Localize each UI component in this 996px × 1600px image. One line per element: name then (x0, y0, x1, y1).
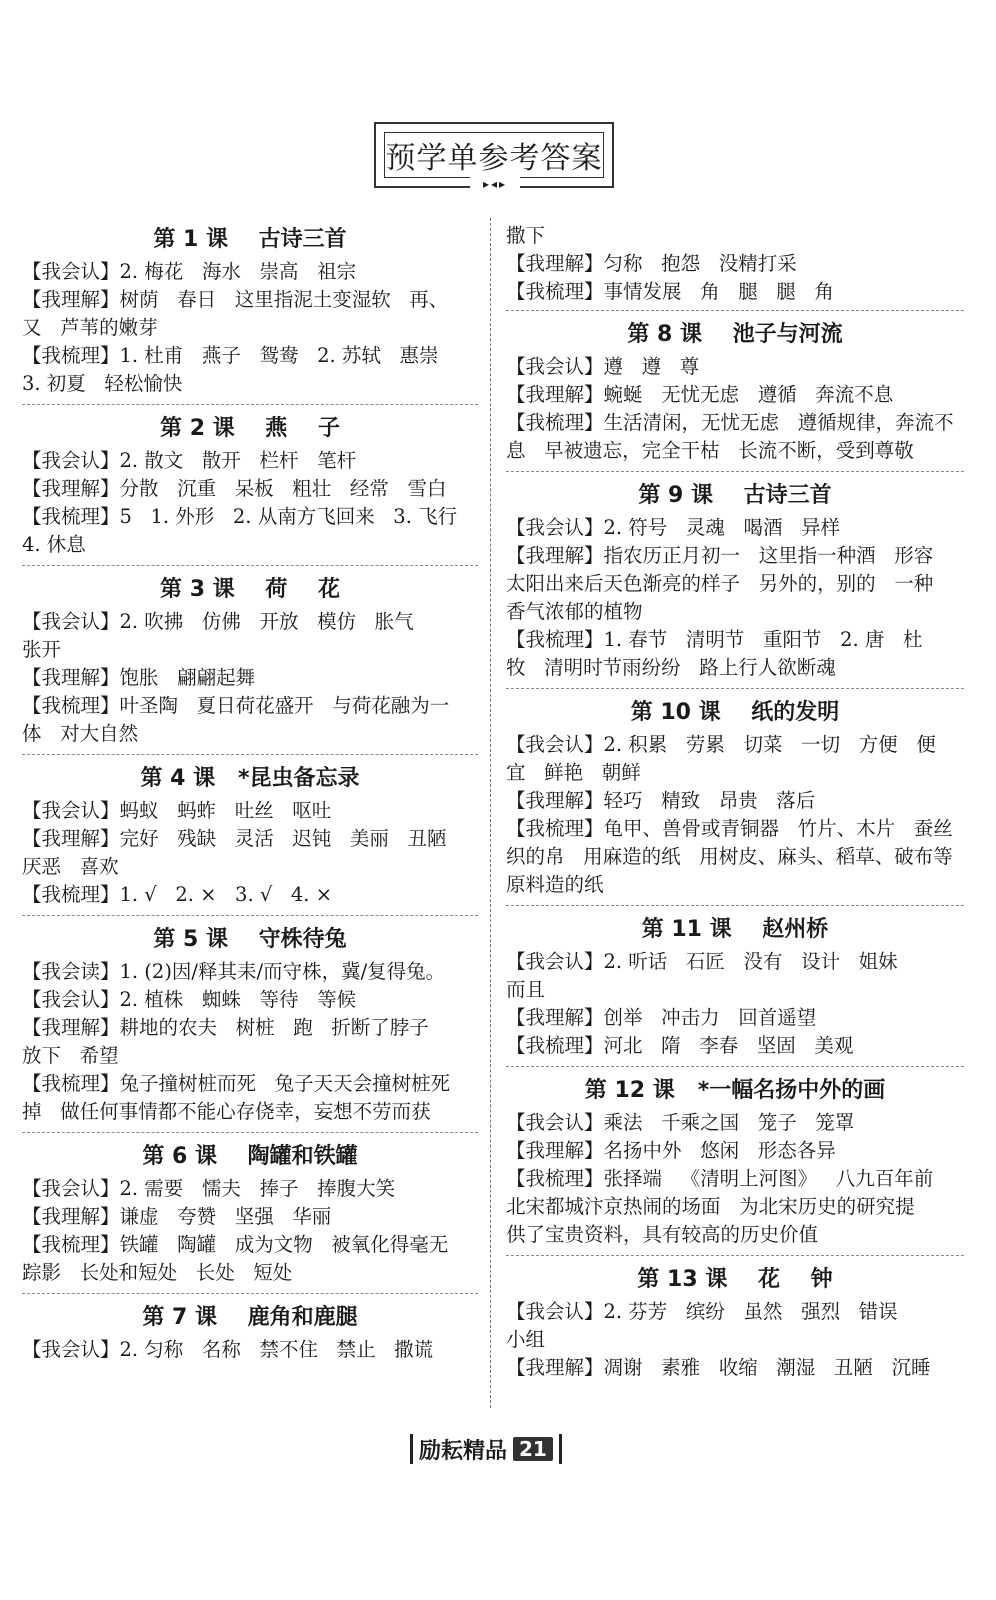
answer-line: 【我理解】饱胀 翩翩起舞 (22, 666, 256, 689)
answer-line: 【我理解】名扬中外 悠闲 形态各异 (506, 1139, 836, 1162)
answer-line: 宜 鲜艳 朝鲜 (506, 761, 641, 784)
answer-line: 息 早被遗忘，完全干枯 长流不断，受到尊敬 (506, 439, 914, 462)
lesson-section (22, 411, 478, 559)
section-separator (506, 310, 964, 311)
answer-line: 香气浓郁的植物 (506, 600, 643, 623)
section-separator (22, 915, 478, 916)
lesson-title: 第 7 课 鹿角和鹿腿 (142, 1305, 358, 1330)
answer-line: 【我梳理】1. √ 2. × 3. √ 4. × (22, 883, 333, 906)
answer-line: 【我理解】指农历正月初一 这里指一种酒 形容 (506, 544, 934, 567)
lesson-section (22, 222, 478, 398)
answer-line: 【我理解】蜿蜒 无忧无虑 遵循 奔流不息 (506, 383, 894, 406)
section-separator (506, 1255, 964, 1256)
answer-line: 掉 做任何事情都不能心存侥幸，妄想不劳而获 (22, 1100, 431, 1123)
page-title: 预学单参考答案 (384, 132, 604, 178)
answer-line: 【我梳理】叶圣陶 夏日荷花盛开 与荷花融为一 (22, 694, 450, 717)
answer-line: 又 芦苇的嫩芽 (22, 316, 158, 339)
lesson-section (506, 317, 964, 465)
answer-line: 4. 休息 (22, 533, 86, 556)
answer-line: 太阳出来后天色渐亮的样子 另外的，别的 一种 (506, 572, 934, 595)
answer-line: 而且 (506, 978, 546, 1001)
answer-line: 【我会认】蚂蚁 蚂蚱 吐丝 呕吐 (22, 799, 332, 822)
lesson-section (506, 912, 964, 1060)
lesson-title: 第 6 课 陶罐和铁罐 (142, 1144, 358, 1169)
answer-line: 【我会认】2. 积累 劳累 切菜 一切 方便 便 (506, 733, 936, 756)
answer-line: 【我会认】乘法 千乘之国 笼子 笼罩 (506, 1111, 855, 1134)
answer-line: 3. 初夏 轻松愉快 (22, 372, 183, 395)
answer-line: 供了宝贵资料，具有较高的历史价值 (506, 1223, 819, 1246)
answer-line: 张开 (22, 638, 62, 661)
answer-line: 【我梳理】铁罐 陶罐 成为文物 被氧化得毫无 (22, 1233, 449, 1256)
title-ornament: ▸◂▸ (470, 176, 520, 192)
answer-line: 牧 清明时节雨纷纷 路上行人欲断魂 (506, 656, 836, 679)
lesson-title: 第 11 课 赵州桥 (641, 917, 829, 942)
footer-bar-right (559, 1434, 562, 1464)
answer-line: 北宋都城汴京热闹的场面 为北宋历史的研究提 (506, 1195, 915, 1218)
footer-brand: 励耘精品 (419, 1438, 508, 1464)
section-separator (22, 565, 478, 566)
answer-line: 【我会认】2. 符号 灵魂 喝酒 异样 (506, 516, 841, 539)
lesson-title: 第 12 课 *一幅名扬中外的画 (584, 1078, 886, 1103)
answer-line: 【我梳理】1. 杜甫 燕子 鸳鸯 2. 苏轼 惠崇 (22, 344, 439, 367)
answer-line: 【我梳理】生活清闲，无忧无虑 遵循规律，奔流不 (506, 411, 954, 434)
answer-line: 【我理解】轻巧 精致 昂贵 落后 (506, 789, 816, 812)
answer-line: 体 对大自然 (22, 722, 139, 745)
footer-bar-left (410, 1434, 413, 1464)
lesson-section (22, 572, 478, 748)
answer-line: 【我理解】凋谢 素雅 收缩 潮湿 丑陋 沉睡 (506, 1356, 931, 1379)
answer-line: 【我会认】2. 植株 蜘蛛 等待 等候 (22, 988, 357, 1011)
answer-line: 【我理解】耕地的农夫 树桩 跑 折断了脖子 (22, 1016, 429, 1039)
answer-line: 放下 希望 (22, 1044, 119, 1067)
lesson-title: 第 13 课 花 钟 (637, 1267, 833, 1292)
answer-line: 【我梳理】5 1. 外形 2. 从南方飞回来 3. 飞行 (22, 505, 458, 528)
lesson-title: 第 10 课 纸的发明 (630, 700, 840, 725)
lesson-section (22, 922, 478, 1126)
answer-line: 【我会读】1. (2)因/释其耒/而守株，冀/复得兔。 (22, 960, 446, 983)
answer-line: 【我会认】2. 芬芳 缤纷 虽然 强烈 错误 (506, 1300, 898, 1323)
right-column (506, 222, 964, 1388)
answer-line: 踪影 长处和短处 长处 短处 (22, 1261, 293, 1284)
lesson-section (22, 1300, 478, 1364)
answer-line: 原料造的纸 (506, 873, 604, 896)
section-separator (506, 471, 964, 472)
section-separator (22, 1132, 478, 1133)
answer-line: 小组 (506, 1328, 546, 1351)
lesson-title: 第 8 课 池子与河流 (627, 322, 843, 347)
left-column (22, 222, 478, 1370)
answer-line: 【我会认】2. 听话 石匠 没有 设计 姐妹 (506, 950, 898, 973)
section-separator (22, 1293, 478, 1294)
answer-line: 【我理解】树荫 春日 这里指泥土变湿软 再、 (22, 288, 449, 311)
lesson-section (506, 1262, 964, 1382)
column-divider (490, 218, 491, 1408)
answer-line: 【我梳理】龟甲、兽骨或青铜器 竹片、木片 蚕丝 (506, 817, 953, 840)
lesson-section (506, 695, 964, 899)
answer-line: 织的帛 用麻造的纸 用树皮、麻头、稻草、破布等 (506, 845, 953, 868)
answer-line: 【我理解】分散 沉重 呆板 粗壮 经常 雪白 (22, 477, 447, 500)
lesson-section (506, 1073, 964, 1249)
answer-line: 【我会认】2. 需要 懦夫 捧子 捧腹大笑 (22, 1177, 396, 1200)
page-number: 21 (513, 1437, 553, 1461)
answer-line: 【我理解】谦虚 夸赞 坚强 华丽 (22, 1205, 332, 1228)
answer-line: 【我梳理】事情发展 角 腿 腿 角 (506, 280, 834, 303)
section-separator (506, 905, 964, 906)
lesson-title: 第 9 课 古诗三首 (638, 483, 832, 508)
answer-line: 【我梳理】兔子撞树桩而死 兔子天天会撞树桩死 (22, 1072, 451, 1095)
lesson-title: 第 3 课 荷 花 (160, 577, 340, 602)
section-separator (22, 404, 478, 405)
answer-line: 【我梳理】河北 隋 李春 坚固 美观 (506, 1034, 854, 1057)
section-separator (506, 688, 964, 689)
lesson-title: 第 4 课 *昆虫备忘录 (140, 766, 360, 791)
continued-lesson-7 (506, 222, 964, 306)
lesson-title: 第 1 课 古诗三首 (153, 227, 347, 252)
answer-line: 【我梳理】张择端 《清明上河图》 八九百年前 (506, 1167, 934, 1190)
lesson-title: 第 5 课 守株待兔 (153, 927, 347, 952)
answer-line: 【我会认】遵 遵 尊 (506, 355, 700, 378)
answer-line: 【我理解】完好 残缺 灵活 迟钝 美丽 丑陋 (22, 827, 447, 850)
section-separator (506, 1066, 964, 1067)
answer-line: 【我理解】匀称 抱怨 没精打采 (506, 252, 797, 275)
answer-line: 【我会认】2. 梅花 海水 崇高 祖宗 (22, 260, 357, 283)
answer-line: 【我理解】创举 冲击力 回首遥望 (506, 1006, 817, 1029)
answer-line: 【我梳理】1. 春节 清明节 重阳节 2. 唐 杜 (506, 628, 923, 651)
lesson-section (506, 478, 964, 682)
page-footer (404, 1432, 568, 1466)
section-separator (22, 754, 478, 755)
answer-line: 撒下 (506, 224, 546, 247)
lesson-title: 第 2 课 燕 子 (160, 416, 340, 441)
lesson-section (22, 1139, 478, 1287)
lesson-section (22, 761, 478, 909)
answer-line: 厌恶 喜欢 (22, 855, 119, 878)
answer-line: 【我会认】2. 吹拂 仿佛 开放 模仿 胀气 (22, 610, 414, 633)
answer-line: 【我会认】2. 散文 散开 栏杆 笔杆 (22, 449, 357, 472)
answer-line: 【我会认】2. 匀称 名称 禁不住 禁止 撒谎 (22, 1338, 434, 1361)
